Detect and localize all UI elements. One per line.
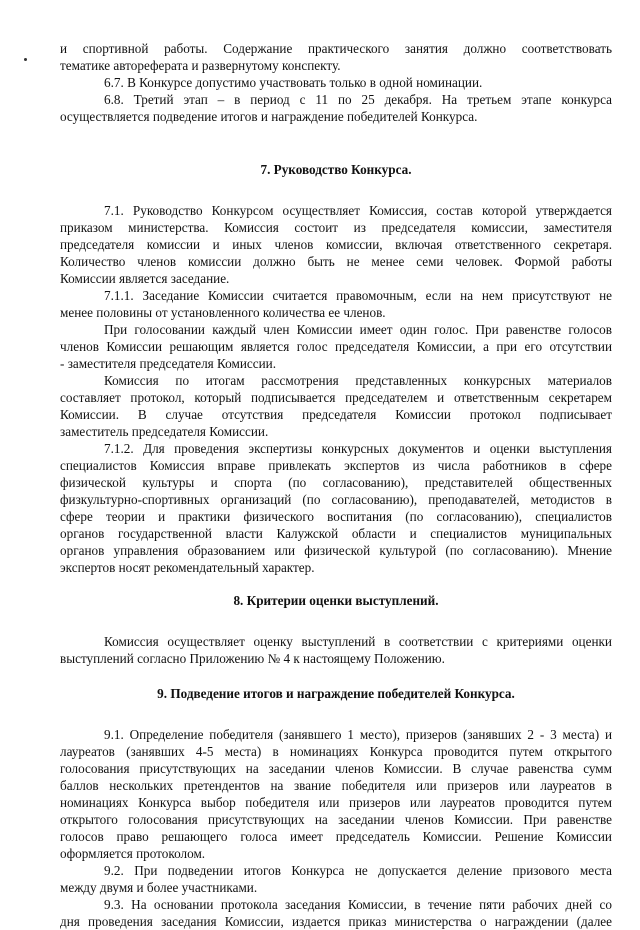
scan-speck — [24, 58, 27, 61]
text-line: физической культуры и спорта (по согласованию), представителей общественных — [60, 475, 612, 490]
text-line: выступлений согласно Приложению № 4 к настоящему Положению. — [60, 651, 445, 666]
text-line: дня проведения заседания Комиссии, издается приказ министерства о награждении (далее — [60, 914, 612, 929]
text-line: оформляется протоколом. — [60, 846, 206, 861]
text-line: физкультурно-спортивных организаций (по согласованию), преподавателей, методистов в — [60, 492, 612, 507]
document-body — [60, 40, 612, 930]
text-line: органов управления образованием или физической культурой (по согласованию). Мнение — [60, 543, 612, 558]
text-line: голосования присутствующих на заседании членов Комиссии. В случае равенства сумм — [60, 761, 612, 776]
text-line: составляет протокол, который подписывается председателем и ответственным секретарем — [60, 390, 612, 405]
text-line: членов Комиссии решающим является голос председателя Комиссии, а при его отсутствии — [60, 339, 612, 354]
text-line: органов государственной власти Калужской области и специалистов муниципальных — [60, 526, 612, 541]
text-line: номинациях Конкурса выбор победителя или призеров или лауреатов проводится путем — [60, 795, 612, 810]
text-line: заместитель председателя Комиссии. — [60, 424, 269, 439]
text-line: сфере теории и практики физического воспитания (по согласованию), специалистов — [60, 509, 612, 524]
text-line: 7.1. Руководство Конкурсом осуществляет Комиссия, состав которой утверждается — [104, 203, 612, 218]
section-8-body — [60, 633, 612, 667]
text-line: Комиссия осуществляет оценку выступлений в соответствии с критериями оценки — [104, 634, 612, 649]
text-line: 7.1.2. Для проведения экспертизы конкурсных документов и оценки выступления — [104, 441, 612, 456]
section-8-heading: 8. Критерии оценки выступлений. — [233, 593, 439, 608]
text-line: голосов право решающего голоса имеет председатель Комиссии. Решение Комиссии — [60, 829, 612, 844]
text-line: лауреатов (занявших 4-5 места) в номинациях Конкурса проводится путем открытого — [60, 744, 612, 759]
text-line: 9.3. На основании протокола заседания Комиссии, в течение пяти рабочих дней со — [104, 897, 612, 912]
text-line: При голосовании каждый член Комиссии имеет один голос. При равенстве голосов — [104, 322, 612, 337]
section-9-heading: 9. Подведение итогов и награждение победителей Конкурса. — [157, 686, 515, 701]
text-line: Комиссии является заседание. — [60, 271, 230, 286]
section-6-tail — [60, 40, 612, 125]
section-9-body — [60, 726, 612, 930]
text-line: осуществляется подведение итогов и награждение победителей Конкурса. — [60, 109, 478, 124]
text-line: приказом министерства. Комиссия состоит из председателя комиссии, заместителя — [60, 220, 612, 235]
text-line: 7.1.1. Заседание Комиссии считается правомочным, если на нем присутствуют не — [104, 288, 612, 303]
text-line: 9.1. Определение победителя (занявшего 1 место), призеров (занявших 2 - 3 места) и — [104, 727, 612, 742]
text-line: менее половины от установленного количества ее членов. — [60, 305, 386, 320]
text-line: председателя комиссии и иных членов комиссии, включая ответственного секретаря. — [60, 237, 612, 252]
text-line: Комиссии. В случае отсутствия председателя Комиссии протокол подписывает — [60, 407, 612, 422]
text-line: и спортивной работы. Содержание практического занятия должно соответствовать — [60, 41, 612, 56]
text-line: баллов нескольких претендентов на звание победителя или призеров или лауреатов в — [60, 778, 612, 793]
text-line: - заместителя председателя Комиссии. — [60, 356, 277, 371]
section-7-body — [60, 202, 612, 576]
text-line: открытого голосования присутствующих на заседании членов Комиссии. При равенстве — [60, 812, 612, 827]
text-line: Количество членов комиссии должно быть не менее семи человек. Формой работы — [60, 254, 612, 269]
text-line: между двумя и более участниками. — [60, 880, 258, 895]
text-line: специалистов Комиссия вправе привлекать экспертов из числа работников в сфере — [60, 458, 612, 473]
text-line: тематике автореферата и развернутому конспекту. — [60, 58, 341, 73]
section-7-heading: 7. Руководство Конкурса. — [260, 162, 412, 177]
text-line: 6.7. В Конкурсе допустимо участвовать только в одной номинации. — [104, 75, 483, 90]
text-line: экспертов носят рекомендательный характер. — [60, 560, 315, 575]
text-line: 6.8. Третий этап – в период с 11 по 25 декабря. На третьем этапе конкурса — [104, 92, 612, 107]
text-line: Комиссия по итогам рассмотрения представленных конкурсных материалов — [104, 373, 612, 388]
text-line: 9.2. При подведении итогов Конкурса не допускается деление призового места — [104, 863, 612, 878]
